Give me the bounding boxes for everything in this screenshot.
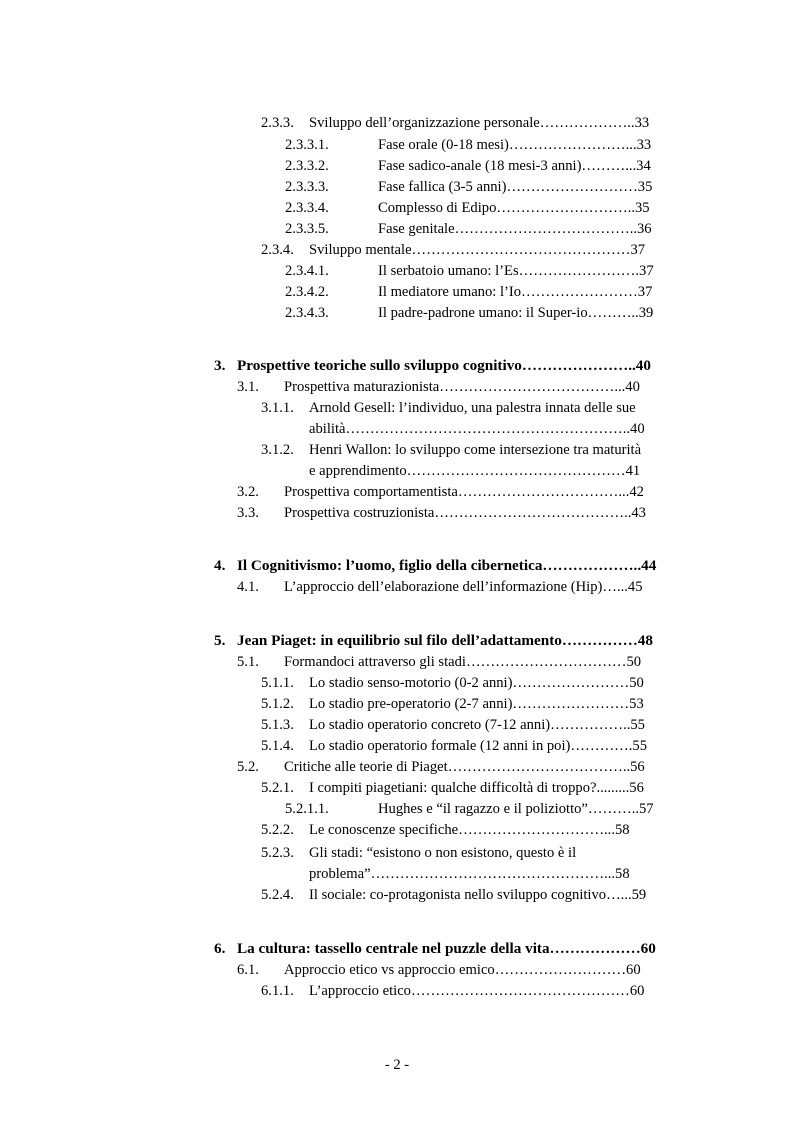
toc-number: 3.1.2. [261,442,294,458]
toc-title: Arnold Gesell: l’individuo, una palestra innata delle sue [309,400,636,416]
toc-title: Prospettiva maturazionista………………………………...40 [284,379,640,395]
toc-title: Prospettiva costruzionista…………………………………..43 [284,505,646,521]
toc-number: 5.1.3. [261,717,294,733]
toc-number: 2.3.4.2. [285,284,329,300]
toc-number: 5.2. [237,759,259,775]
toc-number: 3.1. [237,379,259,395]
toc-number: 2.3.3.4. [285,200,329,216]
toc-number: 2.3.3. [261,115,294,131]
toc-title: Fase genitale………………………………..36 [378,221,652,237]
toc-number: 5.2.4. [261,887,294,903]
toc-title-continued: abilità…………………………………………………..40 [309,421,645,437]
toc-number: 2.3.3.5. [285,221,329,237]
toc-number: 5.2.3. [261,845,294,861]
toc-number: 5. [214,632,226,649]
toc-number: 5.1. [237,654,259,670]
toc-title: Hughes e “il ragazzo e il poliziotto”………..57 [378,801,654,817]
toc-title: Il sociale: co-protagonista nello sviluppo cognitivo…...59 [309,887,647,903]
toc-title: Sviluppo mentale………………………………………37 [309,242,646,258]
toc-title: Il mediatore umano: l’Io……………………37 [378,284,653,300]
toc-title: L’approccio dell’elaborazione dell’informazione (Hip)…...45 [284,579,643,595]
toc-title: Fase fallica (3-5 anni)………………………35 [378,179,653,195]
toc-title: I compiti piagetiani: qualche difficoltà di troppo?.........56 [309,780,644,796]
toc-title: Critiche alle teorie di Piaget………………………………..56 [284,759,645,775]
toc-title: Prospettive teoriche sullo sviluppo cognitivo…………………..40 [237,357,651,374]
toc-title: Jean Piaget: in equilibrio sul filo dell’adattamento……………48 [237,632,653,649]
toc-title: La cultura: tassello centrale nel puzzle della vita………………60 [237,940,656,957]
toc-title: Le conoscenze specifiche…………………………...58 [309,822,630,838]
toc-title: Henri Wallon: lo sviluppo come intersezione tra maturità [309,442,642,458]
toc-number: 3.3. [237,505,259,521]
toc-title: Lo stadio senso-motorio (0-2 anni)……………………50 [309,675,644,691]
toc-title: Lo stadio pre-operatorio (2-7 anni)……………………53 [309,696,644,712]
toc-number: 5.2.1. [261,780,294,796]
toc-number: 6. [214,940,226,957]
toc-number: 3. [214,357,226,374]
toc-title: Approccio etico vs approccio emico………………………60 [284,962,641,978]
toc-number: 2.3.3.3. [285,179,329,195]
toc-title-continued: problema”…………………………………………...58 [309,866,630,882]
toc-number: 6.1.1. [261,983,294,999]
toc-number: 2.3.4. [261,242,294,258]
toc-title: Il serbatoio umano: l’Es…………………….37 [378,263,654,279]
toc-title-continued: e apprendimento………………………………………41 [309,463,641,479]
toc-title: Lo stadio operatorio formale (12 anni in poi)………….55 [309,738,648,754]
toc-number: 2.3.4.3. [285,305,329,321]
toc-number: 5.1.2. [261,696,294,712]
toc-number: 5.2.2. [261,822,294,838]
toc-number: 5.1.1. [261,675,294,691]
toc-number: 5.2.1.1. [285,801,329,817]
toc-number: 2.3.3.2. [285,158,329,174]
toc-title: L’approccio etico………………………………………60 [309,983,645,999]
toc-number: 2.3.4.1. [285,263,329,279]
page-number: - 2 - [384,1057,410,1073]
toc-number: 3.2. [237,484,259,500]
toc-number: 6.1. [237,962,259,978]
toc-number: 2.3.3.1. [285,137,329,153]
toc-title: Il padre-padrone umano: il Super-io………..39 [378,305,654,321]
toc-number: 3.1.1. [261,400,294,416]
toc-title: Il Cognitivismo: l’uomo, figlio della cibernetica………………..44 [237,557,657,574]
toc-number: 4. [214,557,226,574]
toc-title: Fase orale (0-18 mesi)……………………...33 [378,137,652,153]
toc-title: Complesso di Edipo………………………..35 [378,200,650,216]
toc-number: 5.1.4. [261,738,294,754]
toc-title: Lo stadio operatorio concreto (7-12 anni)……………..55 [309,717,645,733]
toc-title: Prospettiva comportamentista……………………………...42 [284,484,644,500]
toc-title: Sviluppo dell’organizzazione personale………………..33 [309,115,650,131]
toc-number: 4.1. [237,579,259,595]
toc-title: Gli stadi: “esistono o non esistono, questo è il [309,845,577,861]
toc-title: Formandoci attraverso gli stadi……………………………50 [284,654,642,670]
toc-title: Fase sadico-anale (18 mesi-3 anni)………...34 [378,158,651,174]
